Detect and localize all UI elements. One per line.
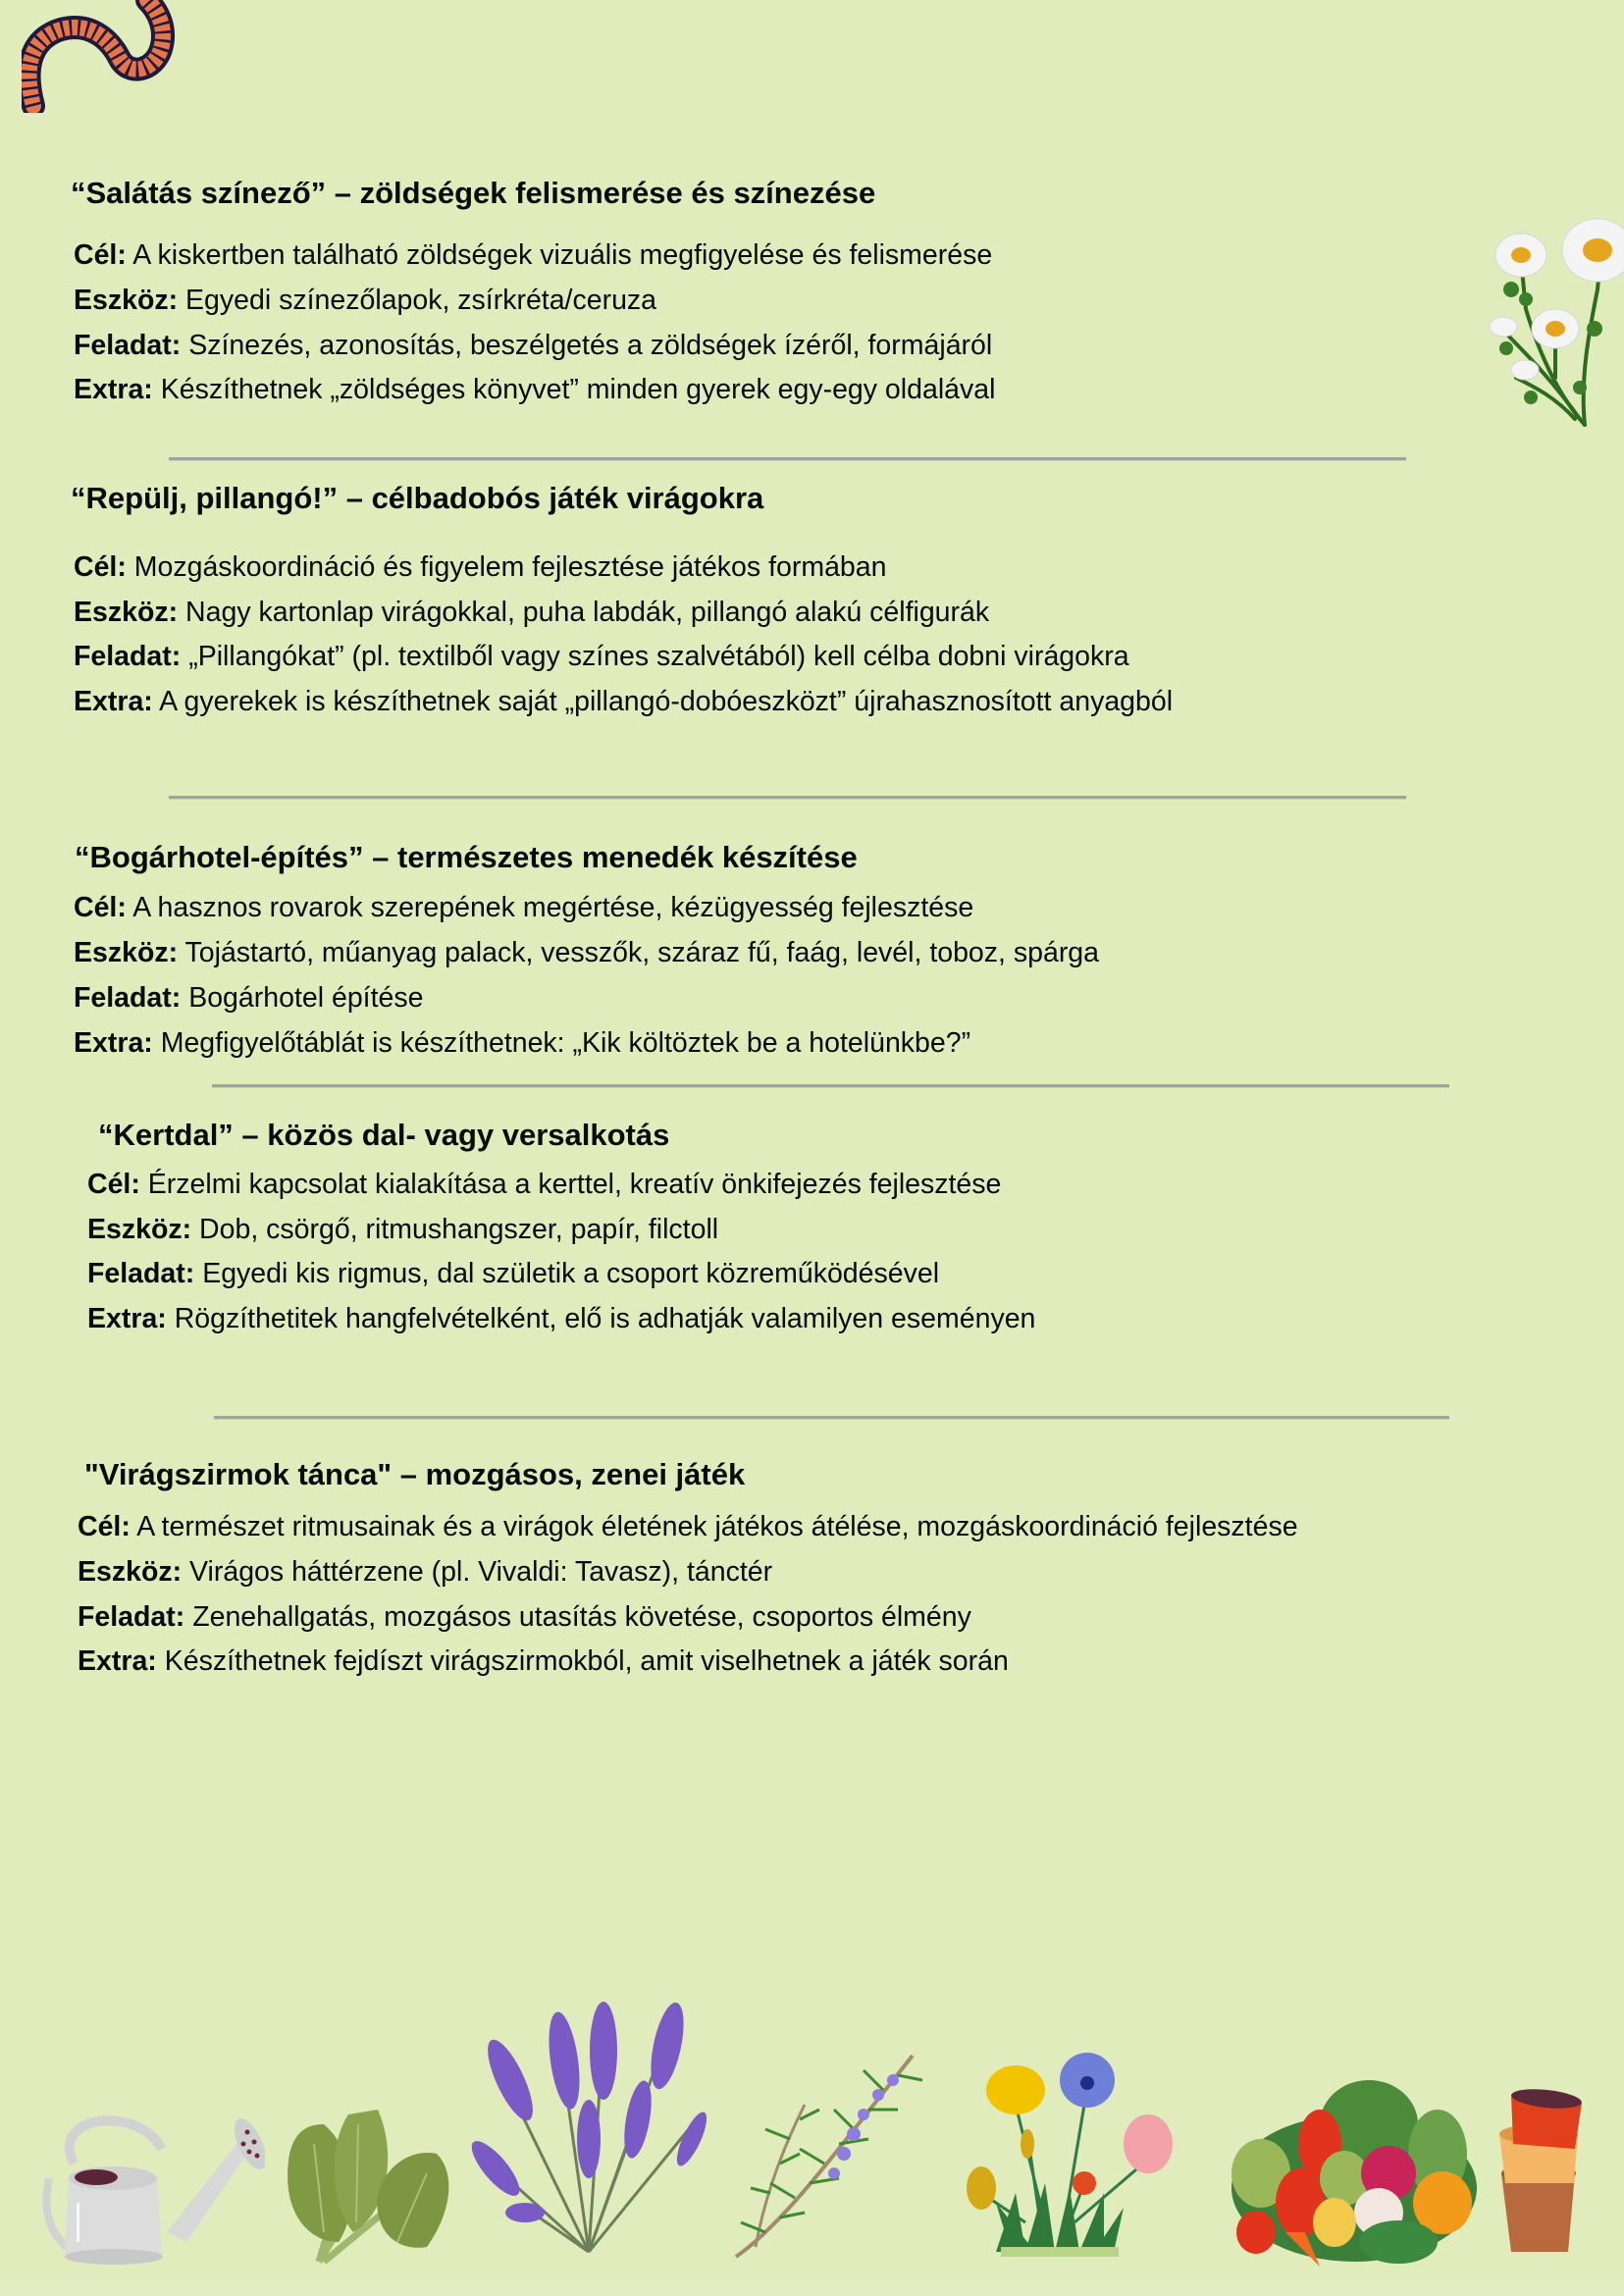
line-label: Extra: — [74, 1027, 153, 1059]
divider — [212, 1084, 1449, 1087]
rosemary-illustration — [726, 2046, 947, 2267]
line-label: Feladat: — [74, 641, 182, 672]
line-text: Egyedi kis rigmus, dal születik a csoport közreműködésével — [194, 1258, 940, 1289]
line-text: Megfigyelőtáblát is készíthetnek: „Kik költöztek be a hotelünkbe?” — [152, 1027, 971, 1059]
section-line-extra — [78, 1644, 1009, 1678]
section-title: "Virágszirmok tánca" – mozgásos, zenei játék — [84, 1457, 746, 1491]
line-text: Érzelmi kapcsolat kialakítása a kerttel, kreatív önkifejezés fejlesztése — [139, 1169, 1002, 1200]
section-line-task — [78, 1600, 971, 1634]
line-text: „Pillangókat” (pl. textilből vagy színes szalvétából) kell célba dobni virágokra — [181, 641, 1129, 672]
section-line-tools — [78, 1555, 772, 1589]
line-text: A hasznos rovarok szerepének megértése, kézügyesség fejlesztése — [126, 892, 974, 923]
section-line-goal — [78, 1510, 1298, 1543]
line-label: Extra: — [87, 1303, 167, 1334]
section-line-extra — [87, 1302, 1035, 1335]
section-line-tools — [87, 1213, 718, 1246]
line-text: Nagy kartonlap virágokkal, puha labdák, pillangó alakú célfigurák — [178, 597, 990, 628]
section-line-goal — [87, 1168, 1001, 1201]
line-label: Cél: — [74, 892, 127, 923]
line-label: Eszköz: — [87, 1214, 192, 1245]
line-label: Eszköz: — [78, 1556, 183, 1588]
section-line-task — [87, 1257, 939, 1290]
line-text: A gyerekek is készíthetnek saját „pillangó-dobóeszközt” újrahasznosított anyagból — [152, 686, 1174, 717]
line-text: Egyedi színezőlapok, zsírkréta/ceruza — [178, 285, 657, 316]
section-line-task — [74, 329, 992, 362]
line-text: A természet ritmusainak és a virágok életének játékos átélése, mozgáskoordináció fejlesztése — [130, 1511, 1298, 1542]
page-bottom-strip — [0, 2276, 1624, 2296]
line-text: Készíthetnek „zöldséges könyvet” minden gyerek egy-egy oldalával — [152, 374, 996, 405]
section-line-task — [74, 981, 423, 1015]
chamomile-illustration — [1482, 211, 1624, 437]
line-text: Zenehallgatás, mozgásos utasítás követése, csoportos élmény — [184, 1601, 971, 1633]
section-line-tools — [74, 936, 1099, 969]
line-text: Mozgáskoordináció és figyelem fejlesztése játékos formában — [126, 551, 887, 583]
section-title: “Salátás színező” – zöldségek felismerése és színezése — [71, 176, 876, 210]
line-text: Tojástartó, műanyag palack, vesszők, száraz fű, faág, levél, toboz, spárga — [178, 937, 1100, 968]
wildflowers-illustration — [957, 2046, 1178, 2262]
section-line-goal — [74, 550, 886, 584]
line-label: Cél: — [87, 1169, 140, 1200]
line-label: Eszköz: — [74, 937, 179, 968]
line-label: Cél: — [74, 551, 127, 583]
lavender-illustration — [466, 2002, 711, 2262]
section-line-task — [74, 640, 1129, 673]
line-text: Készíthetnek fejdíszt virágszirmokból, amit viselhetnek a játék során — [156, 1645, 1009, 1677]
section-line-goal — [74, 238, 992, 272]
section-line-tools — [74, 596, 989, 629]
line-text: Színezés, azonosítás, beszélgetés a zöldségek ízéről, formájáról — [181, 330, 993, 361]
section-title: “Kertdal” – közös dal- vagy versalkotás — [98, 1118, 670, 1152]
divider — [214, 1416, 1449, 1419]
section-line-extra — [74, 1026, 970, 1060]
section-title: “Repülj, pillangó!” – célbadobós játék virágokra — [71, 481, 764, 515]
flower-pots-illustration — [1492, 2085, 1590, 2257]
line-label: Extra: — [74, 686, 153, 717]
vegetables-illustration — [1222, 2075, 1482, 2271]
divider — [169, 796, 1406, 799]
line-text: Rögzíthetitek hangfelvételként, elő is adhatják valamilyen eseményen — [166, 1303, 1036, 1334]
line-text: Virágos háttérzene (pl. Vivaldi: Tavasz), tánctér — [182, 1556, 773, 1588]
section-title: “Bogárhotel-építés” – természetes menedék készítése — [75, 840, 858, 874]
line-text: Dob, csörgő, ritmushangszer, papír, filctoll — [191, 1214, 719, 1245]
earthworm-illustration — [22, 0, 179, 113]
line-label: Feladat: — [74, 982, 182, 1014]
spinach-illustration — [280, 2105, 461, 2267]
line-label: Eszköz: — [74, 597, 179, 628]
line-label: Eszköz: — [74, 285, 179, 316]
section-line-extra — [74, 373, 995, 406]
line-text: A kiskertben található zöldségek vizuális megfigyelése és felismerése — [126, 239, 993, 271]
line-label: Extra: — [74, 374, 153, 405]
line-label: Feladat: — [87, 1258, 195, 1289]
line-label: Feladat: — [78, 1601, 185, 1633]
section-line-tools — [74, 284, 656, 317]
section-line-goal — [74, 891, 973, 924]
line-text: Bogárhotel építése — [181, 982, 424, 1014]
divider — [169, 457, 1406, 460]
line-label: Extra: — [78, 1645, 157, 1677]
section-line-extra — [74, 685, 1173, 718]
watering-can-illustration — [29, 2095, 265, 2267]
line-label: Cél: — [74, 239, 127, 271]
line-label: Cél: — [78, 1511, 131, 1542]
line-label: Feladat: — [74, 330, 182, 361]
